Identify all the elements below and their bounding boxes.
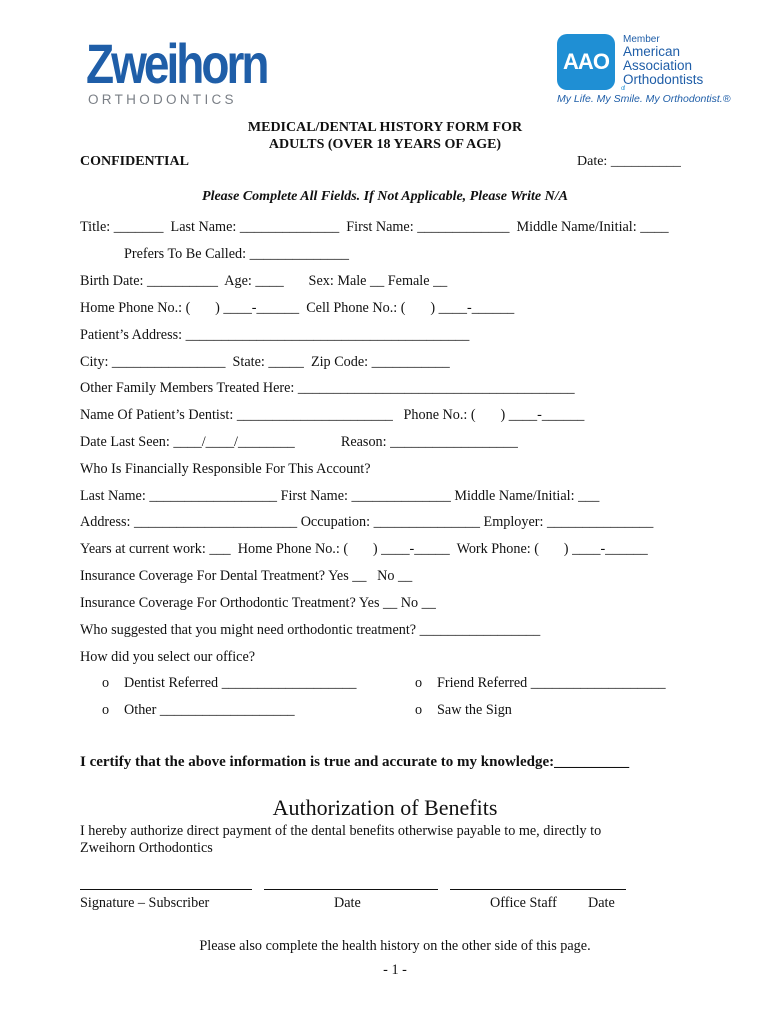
birth-row[interactable]: Birth Date: __________ Age: ____ Sex: Male __ Female __ bbox=[80, 273, 448, 289]
option-bullet[interactable]: o bbox=[415, 702, 423, 718]
option-other[interactable]: Other ___________________ bbox=[124, 702, 295, 718]
authorization-heading: Authorization of Benefits bbox=[272, 795, 498, 820]
staff-signature-line[interactable] bbox=[450, 889, 626, 890]
aao-logo-badge bbox=[557, 34, 624, 92]
page-number: - 1 - bbox=[383, 962, 407, 978]
name-row[interactable]: Title: _______ Last Name: ______________ First Name: _____________ Middle Name/Initial: ____ bbox=[80, 219, 669, 235]
ortho-insurance-row[interactable]: Insurance Coverage For Orthodontic Treatment? Yes __ No __ bbox=[80, 595, 436, 611]
select-office-question: How did you select our office? bbox=[80, 649, 256, 665]
date-label: Date bbox=[334, 895, 361, 911]
subscriber-signature-label: Signature – Subscriber bbox=[80, 895, 210, 911]
authorization-text-line2: Zweihorn Orthodontics bbox=[80, 840, 213, 856]
option-bullet[interactable]: o bbox=[415, 675, 423, 691]
instruction-text: Please Complete All Fields. If Not Applicable, Please Write N/A bbox=[202, 189, 568, 204]
option-saw-the-sign[interactable]: Saw the Sign bbox=[437, 702, 512, 718]
aao-name-line1: American bbox=[623, 44, 681, 59]
aao-name-line2: Association bbox=[623, 58, 693, 73]
date-field[interactable]: Date: __________ bbox=[577, 154, 681, 169]
responsible-address-row[interactable]: Address: _______________________ Occupation: _______________ Employer: _______________ bbox=[80, 514, 654, 530]
authorization-text-line1: I hereby authorize direct payment of the dental benefits otherwise payable to me, directly to bbox=[80, 823, 602, 839]
option-friend-referred[interactable]: Friend Referred ___________________ bbox=[437, 675, 666, 691]
phone-row[interactable]: Home Phone No.: ( ) ____-______ Cell Phone No.: ( ) ____-______ bbox=[80, 300, 515, 316]
city-row[interactable]: City: ________________ State: _____ Zip Code: ___________ bbox=[80, 354, 450, 370]
suggested-by-field[interactable]: Who suggested that you might need orthodontic treatment? _________________ bbox=[80, 622, 541, 638]
dentist-row[interactable]: Name Of Patient’s Dentist: ______________________ Phone No.: ( ) ____-______ bbox=[80, 407, 585, 423]
zweihorn-logo: Zweihorn bbox=[86, 32, 267, 95]
date-signature-line[interactable] bbox=[264, 889, 438, 890]
aao-badge-text: AAO bbox=[563, 49, 609, 74]
form-title-line2: ADULTS (OVER 18 YEARS OF AGE) bbox=[268, 137, 502, 152]
confidential-label: CONFIDENTIAL bbox=[80, 154, 189, 169]
dental-insurance-row[interactable]: Insurance Coverage For Dental Treatment? Yes __ No __ bbox=[80, 568, 413, 584]
option-bullet[interactable]: o bbox=[102, 675, 110, 691]
family-members-field[interactable]: Other Family Members Treated Here: _______________________________________ bbox=[80, 380, 575, 396]
patient-address-field[interactable]: Patient’s Address: ________________________________________ bbox=[80, 327, 470, 343]
office-staff-label: Office Staff bbox=[490, 895, 557, 911]
footer-note: Please also complete the health history on the other side of this page. bbox=[199, 938, 591, 954]
staff-date-label: Date bbox=[588, 895, 615, 911]
financial-question: Who Is Financially Responsible For This Account? bbox=[80, 461, 371, 477]
zweihorn-logo-subtitle: ORTHODONTICS bbox=[88, 92, 237, 107]
responsible-work-row[interactable]: Years at current work: ___ Home Phone No.: ( ) ____-_____ Work Phone: ( ) ____-______ bbox=[80, 541, 648, 557]
subscriber-signature-line[interactable] bbox=[80, 889, 252, 890]
responsible-name-row[interactable]: Last Name: __________________ First Name: ______________ Middle Name/Initial: ___ bbox=[80, 488, 600, 504]
certify-statement[interactable]: I certify that the above information is true and accurate to my knowledge:__________ bbox=[80, 754, 630, 770]
option-dentist-referred[interactable]: Dentist Referred ___________________ bbox=[124, 675, 357, 691]
aao-member-label: Member bbox=[623, 34, 660, 45]
form-title-line1: MEDICAL/DENTAL HISTORY FORM FOR bbox=[247, 120, 523, 135]
aao-tagline: My Life. My Smile. My Orthodontist.® bbox=[557, 93, 731, 105]
aao-of-text: of bbox=[620, 86, 624, 92]
option-bullet[interactable]: o bbox=[102, 702, 110, 718]
last-seen-row[interactable]: Date Last Seen: ____/____/________ Reason: __________________ bbox=[80, 434, 518, 450]
aao-name-line3: Orthodontists bbox=[623, 72, 704, 87]
preferred-name-field[interactable]: Prefers To Be Called: ______________ bbox=[124, 246, 349, 262]
